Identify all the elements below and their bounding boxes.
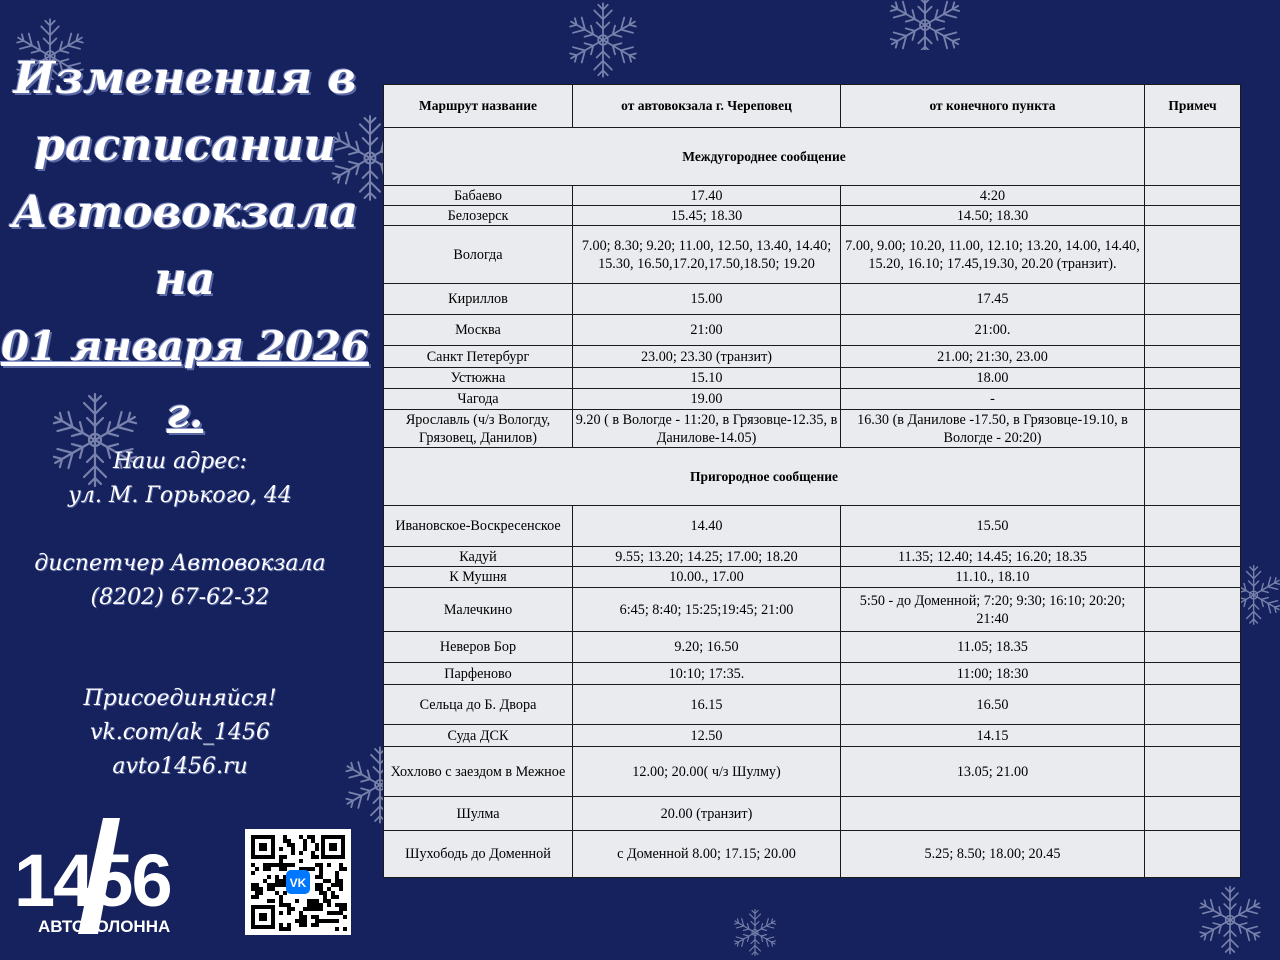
table-row: [384, 315, 1241, 346]
note-cell: [1145, 226, 1241, 284]
dispatcher-label: диспетчер Автовокзала: [34, 551, 326, 576]
snowflake-icon: [1190, 880, 1270, 960]
snowflake-icon: [720, 905, 790, 960]
table-row: [384, 368, 1241, 389]
note-cell: [1145, 128, 1241, 186]
route-cell: Кириллов: [384, 284, 573, 315]
table-row: [384, 685, 1241, 725]
route-cell: Ярославль (ч/з Вологду, Грязовец, Данилов): [384, 410, 573, 448]
from-end-cell: 5.25; 8.50; 18.00; 20.45: [841, 831, 1145, 878]
table-row: [384, 725, 1241, 747]
address-block: [0, 445, 360, 513]
from-station-cell: 12.00; 20.00( ч/з Шулму): [573, 747, 841, 797]
from-end-cell: 15.50: [841, 506, 1145, 547]
table-row: [384, 389, 1241, 410]
from-station-cell: 10:10; 17:35.: [573, 663, 841, 685]
title-line: Автовокзала: [12, 187, 358, 238]
route-cell: Шухободь до Доменной: [384, 831, 573, 878]
from-station-cell: 9.20; 16.50: [573, 632, 841, 663]
note-cell: [1145, 831, 1241, 878]
route-cell: Вологда: [384, 226, 573, 284]
route-cell: Москва: [384, 315, 573, 346]
note-cell: [1145, 725, 1241, 747]
note-cell: [1145, 368, 1241, 389]
from-station-cell: 15.00: [573, 284, 841, 315]
section-row: [384, 128, 1241, 186]
from-end-cell: 5:50 - до Доменной; 7:20; 9:30; 16:10; 20:20; 21:40: [841, 588, 1145, 632]
route-cell: Шулма: [384, 797, 573, 831]
snowflake-icon: [548, 0, 658, 80]
note-cell: [1145, 685, 1241, 725]
note-cell: [1145, 346, 1241, 368]
from-station-cell: 20.00 (транзит): [573, 797, 841, 831]
note-cell: [1145, 547, 1241, 567]
snowflake-icon: [870, 0, 980, 50]
route-cell: К Мушня: [384, 567, 573, 588]
company-logo: [8, 814, 218, 939]
route-cell: Малечкино: [384, 588, 573, 632]
from-end-cell: 11.05; 18.35: [841, 632, 1145, 663]
note-cell: [1145, 632, 1241, 663]
note-cell: [1145, 747, 1241, 797]
note-cell: [1145, 797, 1241, 831]
from-station-cell: 6:45; 8:40; 15:25;19:45; 21:00: [573, 588, 841, 632]
table-row: [384, 831, 1241, 878]
section-row: [384, 448, 1241, 506]
table-row: [384, 226, 1241, 284]
from-end-cell: 21.00; 21:30, 23.00: [841, 346, 1145, 368]
from-station-cell: 23.00; 23.30 (транзит): [573, 346, 841, 368]
from-station-cell: 17.40: [573, 186, 841, 206]
from-end-cell: -: [841, 389, 1145, 410]
from-end-cell: [841, 797, 1145, 831]
social-block: [0, 682, 360, 784]
route-cell: Санкт Петербург: [384, 346, 573, 368]
route-cell: Устюжна: [384, 368, 573, 389]
from-end-cell: 16.50: [841, 685, 1145, 725]
logo-text: АВТОКОЛОННА: [38, 917, 171, 936]
from-end-cell: 21:00.: [841, 315, 1145, 346]
section-title: Междугороднее сообщение: [384, 128, 1145, 186]
title-date: 01 января 2026 г.: [1, 323, 369, 437]
title-line: расписании: [34, 120, 336, 171]
route-cell: Хохлово с заездом в Межное: [384, 747, 573, 797]
from-end-cell: 11.10., 18.10: [841, 567, 1145, 588]
table-row: [384, 547, 1241, 567]
qr-code[interactable]: [245, 829, 351, 935]
route-cell: Парфеново: [384, 663, 573, 685]
table-row: [384, 506, 1241, 547]
table-row: [384, 663, 1241, 685]
join-label: Присоединяйся!: [83, 686, 277, 711]
note-cell: [1145, 588, 1241, 632]
from-station-cell: 19.00: [573, 389, 841, 410]
note-cell: [1145, 389, 1241, 410]
from-station-cell: 16.15: [573, 685, 841, 725]
from-station-cell: 15.45; 18.30: [573, 206, 841, 226]
vk-icon: VK: [289, 876, 307, 890]
from-station-cell: 7.00; 8.30; 9.20; 11.00, 12.50, 13.40, 14.40; 15.30, 16.50,17.20,17.50,18.50; 19.20: [573, 226, 841, 284]
page-title: [0, 45, 370, 447]
from-station-cell: 9.20 ( в Вологде - 11:20, в Грязовце-12.35, в Данилове-14.05): [573, 410, 841, 448]
logo-number: 1456: [14, 839, 171, 922]
title-line: на: [154, 254, 216, 305]
route-cell: Сельца до Б. Двора: [384, 685, 573, 725]
site-link[interactable]: avto1456.ru: [112, 754, 248, 779]
table-row: [384, 284, 1241, 315]
phone-number[interactable]: (8202) 67-62-32: [90, 585, 270, 610]
vk-link[interactable]: vk.com/ak_1456: [89, 720, 271, 745]
from-station-cell: с Доменной 8.00; 17.15; 20.00: [573, 831, 841, 878]
column-header-from-end: от конечного пункта: [841, 85, 1145, 128]
route-cell: Ивановское-Воскресенское: [384, 506, 573, 547]
table-row: [384, 797, 1241, 831]
from-end-cell: 14.15: [841, 725, 1145, 747]
from-end-cell: 14.50; 18.30: [841, 206, 1145, 226]
note-cell: [1145, 663, 1241, 685]
from-end-cell: 4:20: [841, 186, 1145, 206]
from-station-cell: 12.50: [573, 725, 841, 747]
note-cell: [1145, 186, 1241, 206]
route-cell: Суда ДСК: [384, 725, 573, 747]
table-row: [384, 632, 1241, 663]
from-end-cell: 11.35; 12.40; 14.45; 16.20; 18.35: [841, 547, 1145, 567]
dispatcher-block: [0, 547, 360, 615]
note-cell: [1145, 410, 1241, 448]
route-cell: Неверов Бор: [384, 632, 573, 663]
from-end-cell: 11:00; 18:30: [841, 663, 1145, 685]
note-cell: [1145, 506, 1241, 547]
route-cell: Белозерск: [384, 206, 573, 226]
note-cell: [1145, 567, 1241, 588]
address-label: Наш адрес:: [112, 449, 248, 474]
table-row: [384, 747, 1241, 797]
table-row: [384, 588, 1241, 632]
table-row: [384, 206, 1241, 226]
table-header-row: [384, 85, 1241, 128]
from-station-cell: 9.55; 13.20; 14.25; 17.00; 18.20: [573, 547, 841, 567]
route-cell: Чагода: [384, 389, 573, 410]
note-cell: [1145, 448, 1241, 506]
from-end-cell: 16.30 (в Данилове -17.50, в Грязовце-19.10, в Вологде - 20:20): [841, 410, 1145, 448]
route-cell: Бабаево: [384, 186, 573, 206]
column-header-note: Примеч: [1145, 85, 1241, 128]
table-row: [384, 567, 1241, 588]
note-cell: [1145, 206, 1241, 226]
schedule-table: [383, 84, 1241, 878]
from-end-cell: 13.05; 21.00: [841, 747, 1145, 797]
from-station-cell: 14.40: [573, 506, 841, 547]
table-row: [384, 186, 1241, 206]
snowflake-icon: [1240, 560, 1280, 630]
from-station-cell: 15.10: [573, 368, 841, 389]
note-cell: [1145, 315, 1241, 346]
title-line: Изменения в: [13, 53, 357, 104]
table-row: [384, 410, 1241, 448]
address-text: ул. М. Горького, 44: [68, 483, 292, 508]
column-header-route: Маршрут название: [384, 85, 573, 128]
table-row: [384, 346, 1241, 368]
from-end-cell: 18.00: [841, 368, 1145, 389]
column-header-from-station: от автовокзала г. Череповец: [573, 85, 841, 128]
from-end-cell: 7.00, 9.00; 10.20, 11.00, 12.10; 13.20, 14.00, 14.40, 15.20, 16.10; 17.45,19.30, 20.20 (транзит).: [841, 226, 1145, 284]
section-title: Пригородное сообщение: [384, 448, 1145, 506]
route-cell: Кадуй: [384, 547, 573, 567]
from-station-cell: 10.00., 17.00: [573, 567, 841, 588]
from-end-cell: 17.45: [841, 284, 1145, 315]
from-station-cell: 21:00: [573, 315, 841, 346]
note-cell: [1145, 284, 1241, 315]
